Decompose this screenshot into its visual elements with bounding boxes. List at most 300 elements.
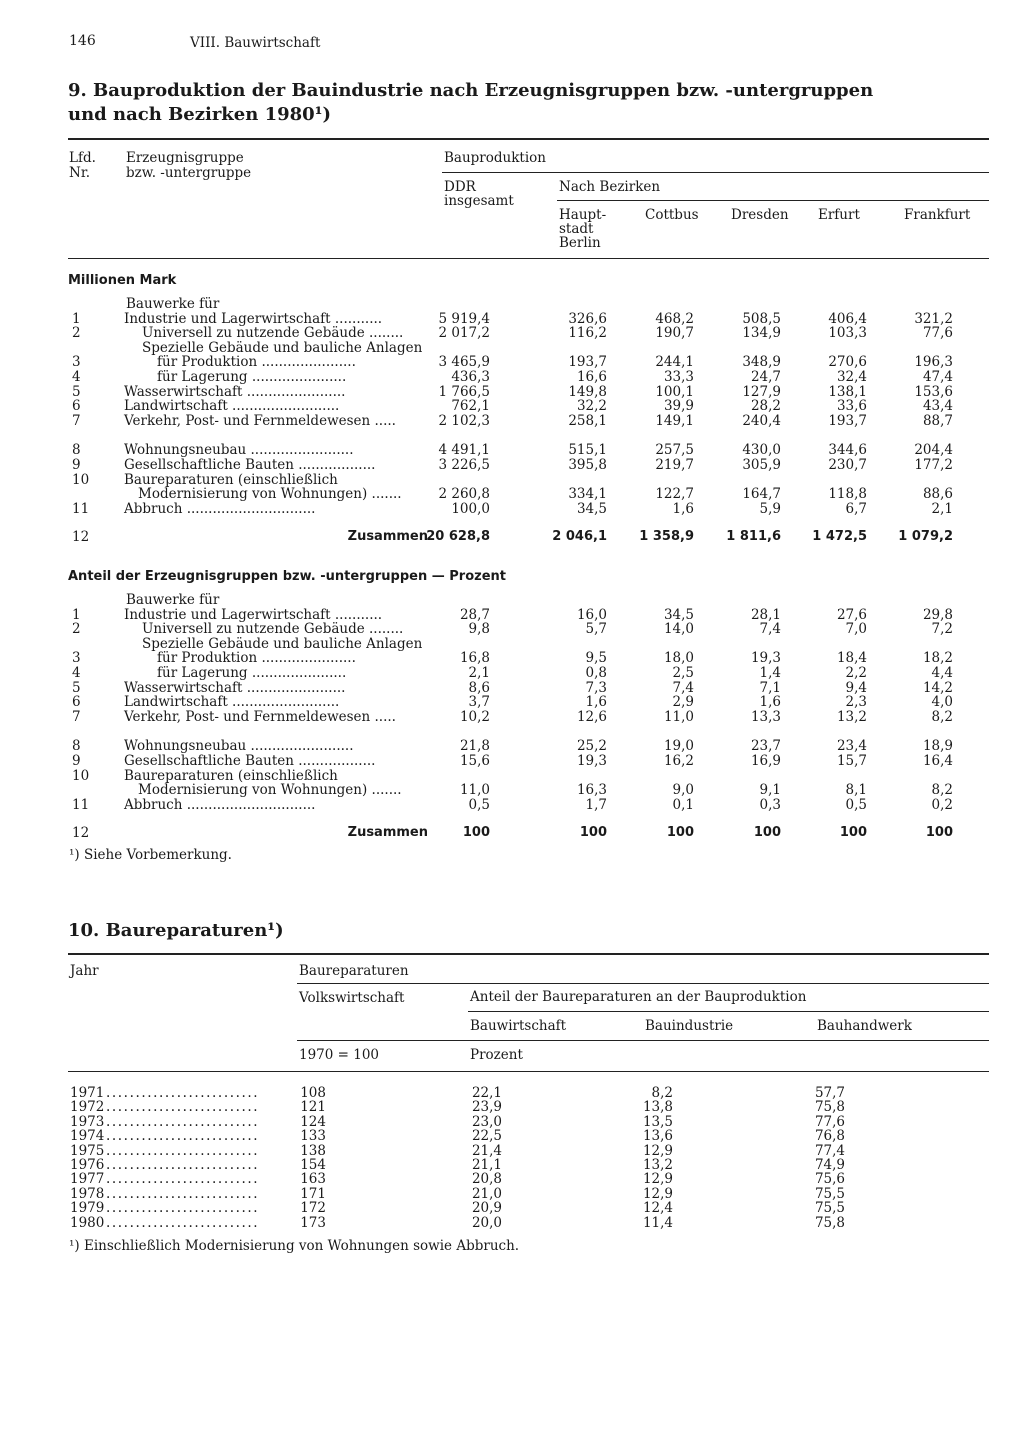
mm-value: 1 079,2 bbox=[898, 529, 953, 545]
header-bottom-rule bbox=[68, 258, 989, 259]
pct-value: 2,3 bbox=[845, 694, 867, 711]
mm-row-nr: 1 bbox=[72, 310, 81, 327]
pct-label-r8: Wohnungsneubau ........................ bbox=[124, 738, 354, 755]
mm-value: 118,8 bbox=[828, 486, 867, 503]
t10-value: 12,4 bbox=[642, 1200, 673, 1217]
header-dresden: Dresden bbox=[731, 207, 789, 223]
t10-value: 77,4 bbox=[814, 1142, 845, 1159]
t10-value: 77,6 bbox=[814, 1113, 845, 1130]
mm-value: 2 046,1 bbox=[552, 529, 607, 545]
pct-label-r5: Wasserwirtschaft ....................... bbox=[124, 679, 346, 696]
t10-year: 1974 bbox=[70, 1128, 105, 1145]
pct-value: 7,1 bbox=[759, 679, 781, 696]
mm-value: 100,0 bbox=[451, 500, 490, 517]
pct-label-r10a: Baureparaturen (einschließlich bbox=[124, 767, 338, 784]
mm-label-bauwerke: Bauwerke für bbox=[126, 296, 220, 312]
pct-value: 1,4 bbox=[759, 665, 781, 681]
pct-value: 14,2 bbox=[922, 679, 953, 696]
header-untergruppe: bzw. -untergruppe bbox=[126, 165, 252, 181]
t10-value: 13,6 bbox=[642, 1128, 673, 1145]
t10-value: 21,0 bbox=[471, 1185, 502, 1202]
mm-value: 430,0 bbox=[742, 442, 781, 459]
mm-value: 196,3 bbox=[914, 354, 953, 371]
pct-value: 11,0 bbox=[663, 708, 694, 725]
mm-row-nr: 11 bbox=[72, 500, 90, 517]
t10-value: 8,2 bbox=[651, 1085, 673, 1101]
t10-header-rule-2 bbox=[468, 1011, 989, 1012]
mm-value: 164,7 bbox=[742, 486, 781, 503]
pct-value: 100 bbox=[579, 825, 607, 841]
mm-label-r1: Industrie und Lagerwirtschaft ........... bbox=[124, 310, 383, 327]
header-rule-2 bbox=[557, 200, 989, 201]
pct-row-nr: 7 bbox=[72, 708, 81, 725]
pct-value: 100 bbox=[462, 825, 490, 841]
pct-value: 9,8 bbox=[468, 621, 490, 638]
header-bauproduktion: Bauproduktion bbox=[444, 150, 546, 166]
pct-value: 16,2 bbox=[663, 753, 694, 769]
mm-label-r9: Gesellschaftliche Bauten .................. bbox=[124, 457, 376, 473]
pct-value: 7,4 bbox=[759, 621, 781, 638]
mm-value: 1 472,5 bbox=[812, 529, 867, 545]
mm-row-nr: 2 bbox=[72, 325, 81, 342]
pct-value: 1,6 bbox=[759, 694, 781, 711]
pct-value: 7,0 bbox=[845, 621, 867, 638]
mm-value: 116,2 bbox=[568, 325, 607, 342]
mm-value: 47,4 bbox=[922, 369, 953, 385]
mm-row-nr: 9 bbox=[72, 457, 81, 473]
mm-value: 24,7 bbox=[750, 369, 781, 385]
pct-value: 1,7 bbox=[585, 796, 607, 813]
mm-value: 28,2 bbox=[750, 398, 781, 415]
t10-value: 121 bbox=[300, 1099, 326, 1116]
pct-value: 8,6 bbox=[468, 679, 490, 696]
mm-value: 4 491,1 bbox=[438, 442, 490, 459]
mm-value: 33,6 bbox=[836, 398, 867, 415]
t10-value: 11,4 bbox=[642, 1214, 673, 1231]
mm-value: 395,8 bbox=[568, 457, 607, 473]
pct-value: 9,1 bbox=[759, 782, 781, 799]
t10-value: 23,0 bbox=[471, 1113, 502, 1130]
mm-row-nr: 8 bbox=[72, 442, 81, 459]
pct-value: 16,4 bbox=[922, 753, 953, 769]
t10-year: 1973 bbox=[70, 1113, 105, 1130]
mm-label-r11: Abbruch .............................. bbox=[124, 500, 316, 517]
pct-value: 2,2 bbox=[845, 665, 867, 681]
mm-value: 258,1 bbox=[568, 412, 607, 429]
pct-value: 8,1 bbox=[845, 782, 867, 799]
mm-value: 240,4 bbox=[742, 412, 781, 429]
pct-row-nr: 9 bbox=[72, 753, 81, 769]
pct-label-r7: Verkehr, Post- und Fernmeldewesen ..... bbox=[124, 708, 396, 725]
mm-value: 33,3 bbox=[663, 369, 694, 385]
mm-value: 39,9 bbox=[663, 398, 694, 415]
mm-label-r4: für Lagerung ...................... bbox=[157, 369, 347, 385]
pct-label-r10b: Modernisierung von Wohnungen) ....... bbox=[138, 782, 402, 799]
t10-value: 172 bbox=[300, 1200, 326, 1217]
mm-value: 5,9 bbox=[759, 500, 781, 517]
t10-header-jahr: Jahr bbox=[70, 963, 99, 979]
pct-row-nr: 1 bbox=[72, 606, 81, 623]
table9-footnote: ¹) Siehe Vorbemerkung. bbox=[69, 847, 232, 863]
pct-value: 15,6 bbox=[459, 753, 490, 769]
mm-value: 149,1 bbox=[655, 412, 694, 429]
t10-leader-dots: .......................... bbox=[106, 1142, 260, 1159]
mm-value: 1,6 bbox=[672, 500, 694, 517]
pct-value: 1,6 bbox=[585, 694, 607, 711]
pct-value: 0,3 bbox=[759, 796, 781, 813]
mm-label-r7: Verkehr, Post- und Fernmeldewesen ..... bbox=[124, 412, 396, 429]
pct-value: 100 bbox=[753, 825, 781, 841]
pct-value: 16,9 bbox=[750, 753, 781, 769]
mm-label-r10a: Baureparaturen (einschließlich bbox=[124, 471, 338, 488]
mm-value: 406,4 bbox=[828, 310, 867, 327]
mm-value: 5 919,4 bbox=[438, 310, 490, 327]
pct-value: 23,7 bbox=[750, 738, 781, 755]
t10-header-bottom-rule bbox=[68, 1071, 989, 1072]
pct-value: 0,2 bbox=[931, 796, 953, 813]
mm-value: 190,7 bbox=[655, 325, 694, 342]
mm-value: 1 358,9 bbox=[639, 529, 694, 545]
pct-value: 23,4 bbox=[836, 738, 867, 755]
pct-value: 2,5 bbox=[672, 665, 694, 681]
section-millionen-mark: Millionen Mark bbox=[68, 273, 177, 288]
pct-value: 18,0 bbox=[663, 650, 694, 667]
pct-value: 4,4 bbox=[931, 665, 953, 681]
mm-value: 508,5 bbox=[742, 310, 781, 327]
t10-value: 20,0 bbox=[471, 1214, 502, 1231]
pct-value: 2,1 bbox=[468, 665, 490, 681]
pct-value: 25,2 bbox=[576, 738, 607, 755]
pct-row-nr: 10 bbox=[72, 767, 90, 784]
pct-value: 19,3 bbox=[576, 753, 607, 769]
mm-value: 177,2 bbox=[914, 457, 953, 473]
t10-header-baureparaturen: Baureparaturen bbox=[299, 963, 409, 979]
t10-value: 23,9 bbox=[471, 1099, 502, 1116]
mm-value: 16,6 bbox=[576, 369, 607, 385]
t10-value: 20,9 bbox=[471, 1200, 502, 1217]
t10-header-index: 1970 = 100 bbox=[299, 1047, 380, 1063]
mm-label-r6: Landwirtschaft ......................... bbox=[124, 398, 340, 415]
t10-header-anteil: Anteil der Baureparaturen an der Bauproduktion bbox=[470, 989, 807, 1005]
section-anteil-prozent: Anteil der Erzeugnisgruppen bzw. -untergruppen — Prozent bbox=[68, 569, 507, 584]
pct-value: 13,2 bbox=[836, 708, 867, 725]
pct-value: 16,8 bbox=[459, 650, 490, 667]
pct-value: 29,8 bbox=[922, 606, 953, 623]
mm-value: 43,4 bbox=[922, 398, 953, 415]
t10-value: 75,8 bbox=[814, 1214, 845, 1231]
mm-value: 3 226,5 bbox=[438, 457, 490, 473]
header-cottbus: Cottbus bbox=[645, 207, 699, 223]
pct-zusammen-label: Zusammen bbox=[347, 825, 428, 841]
t10-value: 76,8 bbox=[814, 1128, 845, 1145]
t10-value: 13,2 bbox=[642, 1157, 673, 1173]
pct-value: 7,2 bbox=[931, 621, 953, 638]
mm-value: 88,7 bbox=[922, 412, 953, 429]
pct-row-nr: 11 bbox=[72, 796, 90, 813]
t10-leader-dots: .......................... bbox=[106, 1214, 260, 1231]
pct-value: 19,3 bbox=[750, 650, 781, 667]
t10-header-rule-3 bbox=[297, 1040, 989, 1041]
t10-value: 22,5 bbox=[471, 1128, 502, 1145]
mm-row-nr: 10 bbox=[72, 471, 90, 488]
t10-value: 133 bbox=[300, 1128, 326, 1145]
pct-value: 16,3 bbox=[576, 782, 607, 799]
t10-year: 1975 bbox=[70, 1142, 105, 1159]
t10-leader-dots: .......................... bbox=[106, 1171, 260, 1188]
header-berlin-2: stadt bbox=[559, 221, 594, 237]
t10-header-prozent: Prozent bbox=[470, 1047, 523, 1063]
t10-value: 75,5 bbox=[814, 1200, 845, 1217]
mm-value: 32,4 bbox=[836, 369, 867, 385]
t10-year: 1976 bbox=[70, 1157, 105, 1173]
mm-value: 127,9 bbox=[742, 383, 781, 400]
pct-value: 100 bbox=[925, 825, 953, 841]
t10-leader-dots: .......................... bbox=[106, 1200, 260, 1217]
pct-row-nr: 5 bbox=[72, 679, 81, 696]
mm-value: 2,1 bbox=[931, 500, 953, 517]
mm-value: 1 811,6 bbox=[726, 529, 781, 545]
pct-value: 18,9 bbox=[922, 738, 953, 755]
t10-value: 13,5 bbox=[642, 1113, 673, 1130]
pct-value: 8,2 bbox=[931, 708, 953, 725]
pct-value: 13,3 bbox=[750, 708, 781, 725]
pct-value: 27,6 bbox=[836, 606, 867, 623]
mm-value: 88,6 bbox=[922, 486, 953, 503]
mm-label-r8: Wohnungsneubau ........................ bbox=[124, 442, 354, 459]
mm-value: 3 465,9 bbox=[438, 354, 490, 371]
t10-year: 1979 bbox=[70, 1200, 105, 1217]
header-ddr: DDR bbox=[444, 179, 476, 195]
pct-label-r1: Industrie und Lagerwirtschaft ........... bbox=[124, 606, 383, 623]
t10-header-volkswirtschaft: Volkswirtschaft bbox=[299, 990, 405, 1006]
mm-value: 1 766,5 bbox=[438, 383, 490, 400]
header-erzeugnisgruppe: Erzeugnisgruppe bbox=[126, 150, 244, 166]
pct-value: 19,0 bbox=[663, 738, 694, 755]
mm-value: 344,6 bbox=[828, 442, 867, 459]
t10-year: 1971 bbox=[70, 1085, 105, 1101]
pct-label-bauwerke: Bauwerke für bbox=[126, 592, 220, 608]
pct-value: 8,2 bbox=[931, 782, 953, 799]
pct-value: 15,7 bbox=[836, 753, 867, 769]
pct-value: 9,4 bbox=[845, 679, 867, 696]
t10-value: 20,8 bbox=[471, 1171, 502, 1188]
t10-value: 171 bbox=[300, 1185, 326, 1202]
mm-label-spez: Spezielle Gebäude und bauliche Anlagen bbox=[142, 339, 423, 356]
mm-value: 515,1 bbox=[568, 442, 607, 459]
pct-row-nr: 3 bbox=[72, 650, 81, 667]
mm-value: 348,9 bbox=[742, 354, 781, 371]
mm-value: 244,1 bbox=[655, 354, 694, 371]
header-berlin-3: Berlin bbox=[559, 235, 601, 251]
header-frankfurt: Frankfurt bbox=[904, 207, 971, 223]
t10-leader-dots: .......................... bbox=[106, 1128, 260, 1145]
pct-value: 7,3 bbox=[585, 679, 607, 696]
header-erfurt: Erfurt bbox=[818, 207, 860, 223]
mm-value: 77,6 bbox=[922, 325, 953, 342]
mm-value: 334,1 bbox=[568, 486, 607, 503]
mm-label-r10b: Modernisierung von Wohnungen) ....... bbox=[138, 486, 402, 503]
table9-title-line1: 9. Bauproduktion der Bauindustrie nach Erzeugnisgruppen bzw. -untergruppen bbox=[68, 80, 874, 101]
mm-row-nr: 3 bbox=[72, 354, 81, 371]
mm-label-r3: für Produktion ...................... bbox=[157, 354, 356, 371]
mm-row-nr: 4 bbox=[72, 369, 81, 385]
mm-value: 100,1 bbox=[655, 383, 694, 400]
mm-label-r2: Universell zu nutzende Gebäude ........ bbox=[142, 325, 404, 342]
mm-row-nr: 12 bbox=[72, 529, 90, 546]
page-number: 146 bbox=[69, 33, 96, 49]
header-rule-1 bbox=[442, 172, 989, 173]
t10-value: 74,9 bbox=[814, 1157, 845, 1173]
mm-row-nr: 7 bbox=[72, 412, 81, 429]
t10-header-rule-1 bbox=[297, 983, 989, 984]
mm-zusammen-label: Zusammen bbox=[347, 529, 428, 545]
pct-value: 9,0 bbox=[672, 782, 694, 799]
t10-leader-dots: .......................... bbox=[106, 1099, 260, 1116]
t10-year: 1980 bbox=[70, 1214, 105, 1231]
pct-label-r6: Landwirtschaft ......................... bbox=[124, 694, 340, 711]
t10-value: 108 bbox=[300, 1085, 326, 1101]
mm-value: 204,4 bbox=[914, 442, 953, 459]
t10-value: 75,6 bbox=[814, 1171, 845, 1188]
pct-value: 0,1 bbox=[672, 796, 694, 813]
mm-value: 230,7 bbox=[828, 457, 867, 473]
pct-value: 0,8 bbox=[585, 665, 607, 681]
pct-value: 28,7 bbox=[459, 606, 490, 623]
header-insgesamt: insgesamt bbox=[444, 193, 514, 209]
table10-top-rule bbox=[68, 953, 989, 955]
pct-value: 16,0 bbox=[576, 606, 607, 623]
mm-value: 326,6 bbox=[568, 310, 607, 327]
pct-value: 34,5 bbox=[663, 606, 694, 623]
mm-value: 153,6 bbox=[914, 383, 953, 400]
pct-value: 14,0 bbox=[663, 621, 694, 638]
t10-value: 22,1 bbox=[471, 1085, 502, 1101]
pct-row-nr: 8 bbox=[72, 738, 81, 755]
pct-value: 18,4 bbox=[836, 650, 867, 667]
pct-value: 5,7 bbox=[585, 621, 607, 638]
mm-value: 193,7 bbox=[828, 412, 867, 429]
pct-value: 0,5 bbox=[845, 796, 867, 813]
t10-value: 163 bbox=[300, 1171, 326, 1188]
t10-value: 154 bbox=[300, 1157, 326, 1173]
mm-value: 122,7 bbox=[655, 486, 694, 503]
t10-header-bauwirtschaft: Bauwirtschaft bbox=[470, 1018, 567, 1034]
mm-value: 103,3 bbox=[828, 325, 867, 342]
t10-leader-dots: .......................... bbox=[106, 1113, 260, 1130]
header-nach-bezirken: Nach Bezirken bbox=[559, 179, 661, 195]
table10-footnote: ¹) Einschließlich Modernisierung von Wohnungen sowie Abbruch. bbox=[69, 1238, 520, 1254]
t10-value: 75,5 bbox=[814, 1185, 845, 1202]
t10-year: 1978 bbox=[70, 1185, 105, 1202]
t10-value: 75,8 bbox=[814, 1099, 845, 1116]
mm-value: 2 102,3 bbox=[438, 412, 490, 429]
t10-year: 1972 bbox=[70, 1099, 105, 1116]
pct-label-r11: Abbruch .............................. bbox=[124, 796, 316, 813]
pct-value: 28,1 bbox=[750, 606, 781, 623]
mm-value: 32,2 bbox=[576, 398, 607, 415]
t10-value: 138 bbox=[300, 1142, 326, 1159]
mm-value: 219,7 bbox=[655, 457, 694, 473]
pct-label-r9: Gesellschaftliche Bauten .................. bbox=[124, 753, 376, 769]
pct-value: 10,2 bbox=[459, 708, 490, 725]
table10-title: 10. Baureparaturen¹) bbox=[68, 920, 284, 941]
pct-value: 100 bbox=[666, 825, 694, 841]
t10-leader-dots: .......................... bbox=[106, 1185, 260, 1202]
pct-label-r3: für Produktion ...................... bbox=[157, 650, 356, 667]
t10-value: 13,8 bbox=[642, 1099, 673, 1116]
mm-value: 257,5 bbox=[655, 442, 694, 459]
mm-value: 149,8 bbox=[568, 383, 607, 400]
header-nr: Nr. bbox=[69, 165, 91, 181]
mm-value: 6,7 bbox=[845, 500, 867, 517]
mm-value: 2 260,8 bbox=[438, 486, 490, 503]
pct-row-nr: 6 bbox=[72, 694, 81, 711]
mm-label-r5: Wasserwirtschaft ....................... bbox=[124, 383, 346, 400]
t10-value: 57,7 bbox=[814, 1085, 845, 1101]
pct-value: 9,5 bbox=[585, 650, 607, 667]
pct-value: 12,6 bbox=[576, 708, 607, 725]
t10-value: 21,1 bbox=[471, 1157, 502, 1173]
mm-value: 436,3 bbox=[451, 369, 490, 385]
mm-value: 34,5 bbox=[576, 500, 607, 517]
header-lfd: Lfd. bbox=[69, 150, 96, 166]
pct-value: 2,9 bbox=[672, 694, 694, 711]
mm-value: 20 628,8 bbox=[426, 529, 490, 545]
pct-value: 0,5 bbox=[468, 796, 490, 813]
pct-value: 18,2 bbox=[922, 650, 953, 667]
t10-leader-dots: .......................... bbox=[106, 1157, 260, 1173]
mm-value: 193,7 bbox=[568, 354, 607, 371]
pct-row-nr: 12 bbox=[72, 825, 90, 842]
t10-header-bauhandwerk: Bauhandwerk bbox=[817, 1018, 912, 1034]
mm-value: 305,9 bbox=[742, 457, 781, 473]
pct-value: 7,4 bbox=[672, 679, 694, 696]
mm-value: 468,2 bbox=[655, 310, 694, 327]
pct-label-r2: Universell zu nutzende Gebäude ........ bbox=[142, 621, 404, 638]
mm-value: 134,9 bbox=[742, 325, 781, 342]
t10-value: 12,9 bbox=[642, 1171, 673, 1188]
table9-top-rule bbox=[68, 138, 989, 140]
mm-value: 321,2 bbox=[914, 310, 953, 327]
mm-value: 270,6 bbox=[828, 354, 867, 371]
pct-value: 4,0 bbox=[931, 694, 953, 711]
chapter-heading: VIII. Bauwirtschaft bbox=[190, 35, 321, 51]
t10-year: 1977 bbox=[70, 1171, 105, 1188]
mm-value: 138,1 bbox=[828, 383, 867, 400]
pct-value: 11,0 bbox=[459, 782, 490, 799]
pct-row-nr: 4 bbox=[72, 665, 81, 681]
t10-value: 173 bbox=[300, 1214, 326, 1231]
pct-label-spez: Spezielle Gebäude und bauliche Anlagen bbox=[142, 635, 423, 652]
pct-value: 100 bbox=[839, 825, 867, 841]
mm-value: 762,1 bbox=[451, 398, 490, 415]
t10-leader-dots: .......................... bbox=[106, 1085, 260, 1101]
pct-row-nr: 2 bbox=[72, 621, 81, 638]
t10-value: 12,9 bbox=[642, 1185, 673, 1202]
t10-value: 124 bbox=[300, 1113, 326, 1130]
table9-title-line2: und nach Bezirken 1980¹) bbox=[68, 104, 332, 125]
t10-header-bauindustrie: Bauindustrie bbox=[645, 1018, 734, 1034]
mm-value: 2 017,2 bbox=[438, 325, 490, 342]
mm-row-nr: 5 bbox=[72, 383, 81, 400]
pct-value: 3,7 bbox=[468, 694, 490, 711]
mm-row-nr: 6 bbox=[72, 398, 81, 415]
t10-value: 12,9 bbox=[642, 1142, 673, 1159]
t10-value: 21,4 bbox=[471, 1142, 502, 1159]
header-berlin-1: Haupt- bbox=[559, 207, 607, 223]
pct-label-r4: für Lagerung ...................... bbox=[157, 665, 347, 681]
pct-value: 21,8 bbox=[459, 738, 490, 755]
